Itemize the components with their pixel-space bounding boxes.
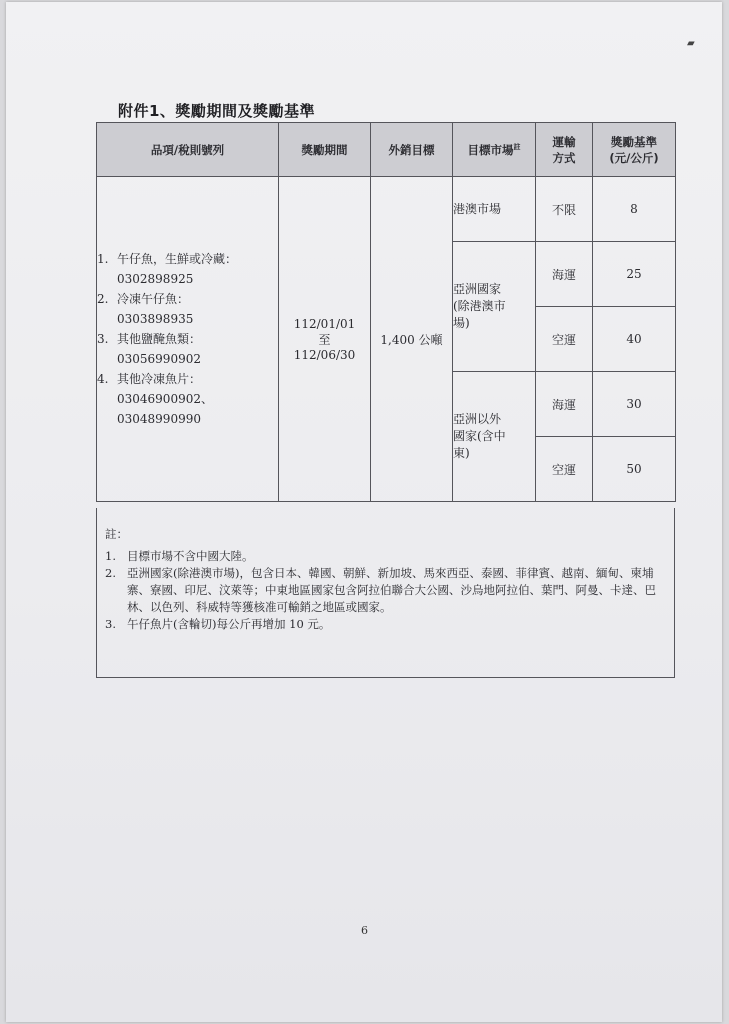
market-outside-asia [453,372,536,502]
scan-mark: ▰ [687,38,695,49]
note-item [105,616,666,633]
market-name-line: 東) [453,446,470,460]
item-code: 03048990990 [117,412,201,426]
table-row [97,177,676,242]
note-number: 1. [105,549,116,563]
transport-cell: 空運 [536,437,593,502]
header-transport-line: 方式 [552,150,576,165]
rate-cell: 8 [593,177,676,242]
list-item [97,289,278,329]
header-market-label: 目標市場 [467,142,514,157]
transport-cell: 空運 [536,307,593,372]
period-cell [279,177,371,502]
item-number: 3. [97,332,109,346]
header-rate-line: (元/公斤) [609,150,659,165]
market-name-line: 亞洲以外 [453,412,502,426]
item-list [97,249,278,429]
list-item [97,329,278,369]
market-name-line: 亞洲國家 [453,282,502,296]
note-item [105,565,666,616]
header-item: 品項/稅則號列 [97,123,279,177]
note-text: 目標市場不含中國大陸。 [127,549,254,563]
transport-cell: 海運 [536,242,593,307]
item-text: 其他鹽醃魚類： [117,332,202,346]
table-header-row [97,123,676,177]
header-market [453,123,536,177]
target-cell: 1,400 公噸 [371,177,453,502]
market-name-line: 國家(含中 [453,429,506,443]
rate-cell: 30 [593,372,676,437]
header-transport-line: 運輸 [552,134,576,149]
period-end: 112/06/30 [293,347,356,362]
item-code: 03046900902、 [117,392,213,406]
header-target: 外銷目標 [371,123,453,177]
note-number: 3. [105,617,116,631]
document-title: 附件1、獎勵期間及獎勵基準 [118,102,315,120]
item-text: 冷凍午仔魚： [117,292,190,306]
note-text: 亞洲國家(除港澳市場)，包含日本、韓國、朝鮮、新加坡、馬來西亞、泰國、菲律賓、越南、緬甸、柬埔寨、寮國、印尼、汶萊等；中東地區國家包含阿拉伯聯合大公國、沙烏地阿拉伯、葉門、阿曼、卡達、巴林、以色列、科威特等獲核准可輸銷之地區或國家。 [127,566,656,614]
header-period: 獎勵期間 [279,123,371,177]
market-hk-macau: 港澳市場 [453,177,536,242]
header-market-note-mark: 註 [513,142,521,151]
item-code: 0302898925 [117,272,194,286]
transport-cell: 不限 [536,177,593,242]
market-name-line: 場) [453,316,470,330]
header-rate-line: 獎勵基準 [611,134,657,149]
period-to: 至 [318,332,331,347]
rate-cell: 50 [593,437,676,502]
market-asia [453,242,536,372]
rate-cell: 40 [593,307,676,372]
page-number: 6 [361,924,368,937]
item-number: 1. [97,252,109,266]
notes-list [105,548,666,633]
note-item [105,548,666,565]
item-code: 0303898935 [117,312,194,326]
item-code: 03056990902 [117,352,201,366]
item-number: 2. [97,292,109,306]
item-text: 其他冷凍魚片： [117,372,202,386]
market-name-line: (除港澳市 [453,299,506,313]
header-rate [593,123,676,177]
award-table [96,122,676,502]
item-number: 4. [97,372,109,386]
note-number: 2. [105,566,116,580]
notes-box [96,508,675,678]
item-list-cell [97,177,279,502]
rate-cell: 25 [593,242,676,307]
notes-title: 註： [105,527,128,541]
list-item [97,369,278,429]
period-start: 112/01/01 [293,316,356,331]
note-text: 午仔魚片(含輪切)每公斤再增加 10 元。 [127,617,331,631]
list-item [97,249,278,289]
header-transport [536,123,593,177]
item-text: 午仔魚，生鮮或冷藏： [117,252,238,266]
transport-cell: 海運 [536,372,593,437]
